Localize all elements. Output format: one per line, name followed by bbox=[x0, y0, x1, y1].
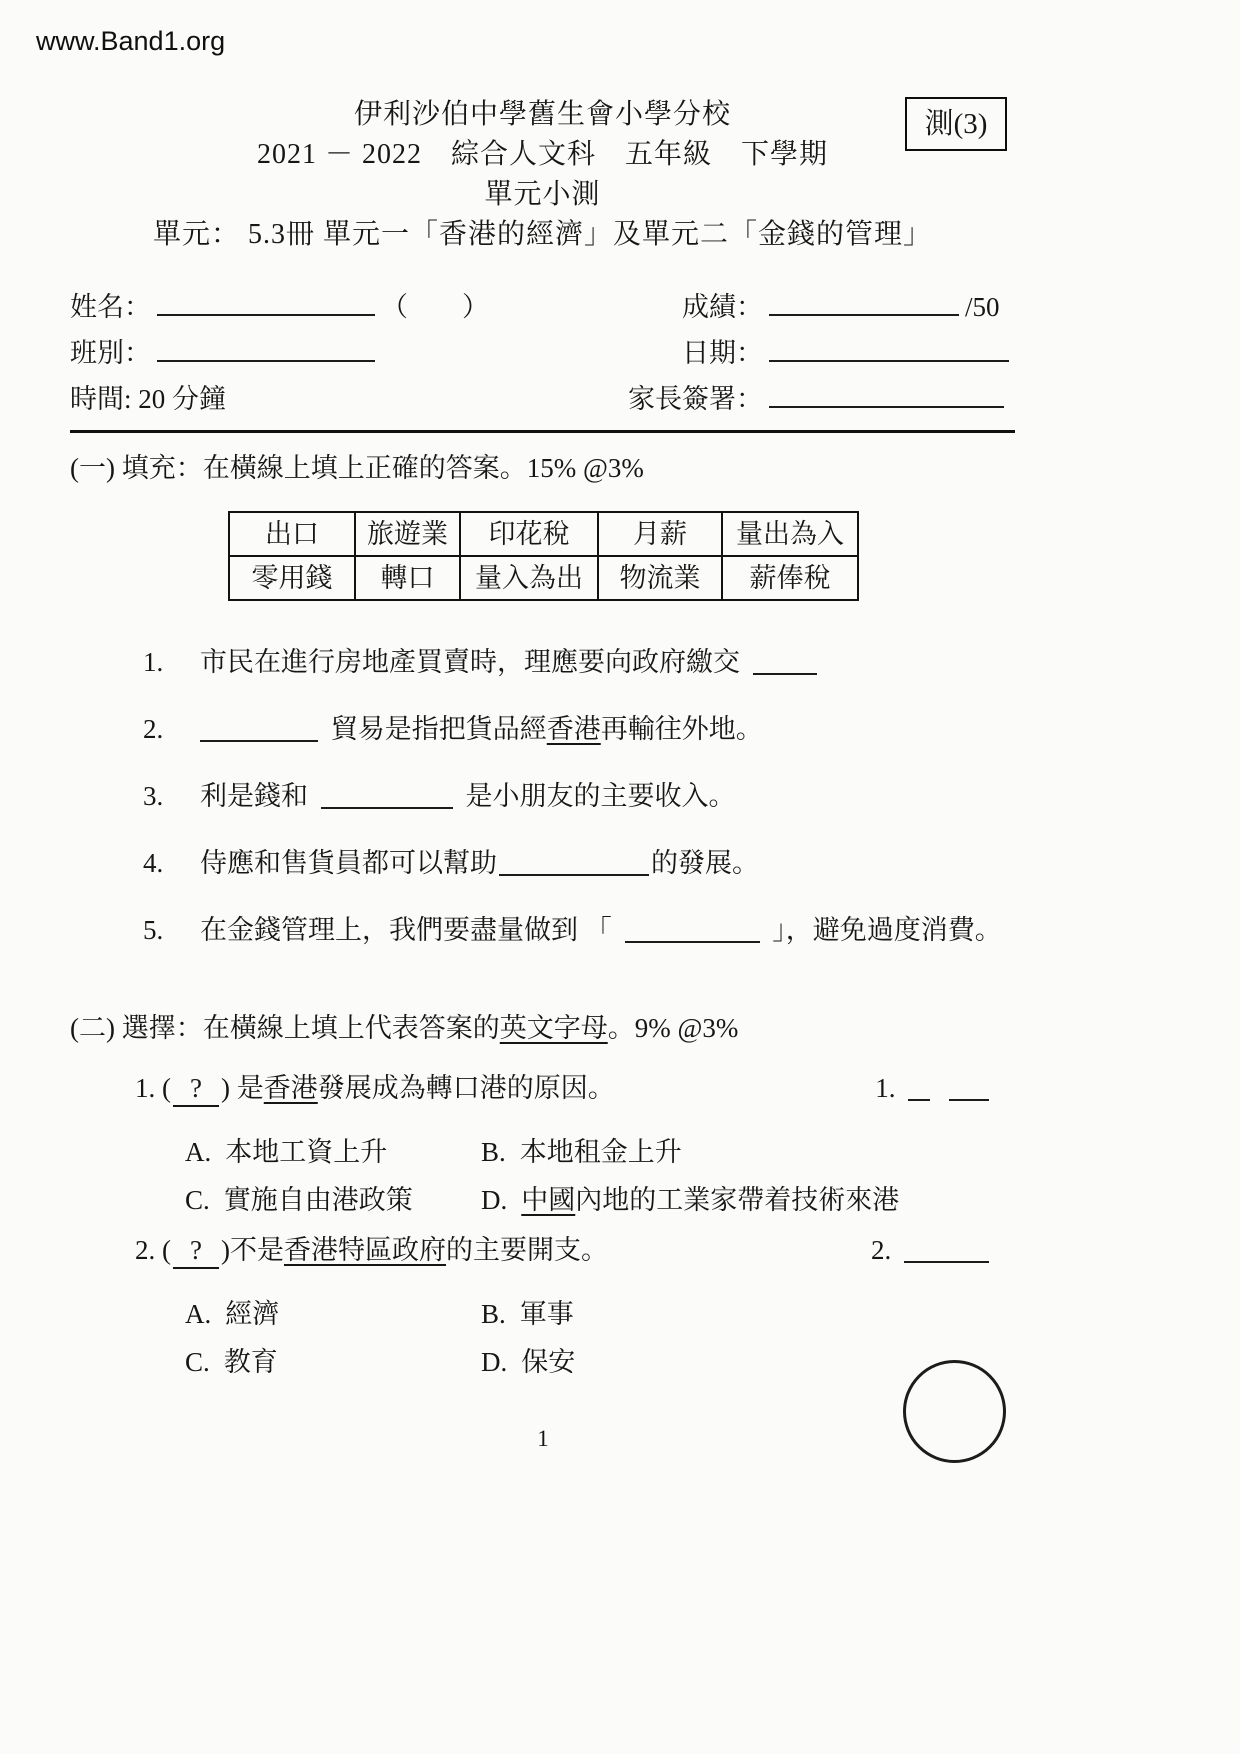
form-row-3 bbox=[70, 380, 1015, 426]
option-d bbox=[481, 1183, 1015, 1217]
student-info-form bbox=[70, 288, 1015, 426]
question-4 bbox=[143, 846, 1015, 880]
option-c bbox=[185, 1183, 481, 1217]
option-label: A. bbox=[185, 1137, 212, 1167]
question-text-part: 貿易是指把貨品經 bbox=[330, 714, 547, 744]
question-text bbox=[200, 846, 1015, 880]
section1-title: (一) 填充：在橫線上填上正確的答案。15% @3% bbox=[70, 453, 644, 483]
question-number: 1. bbox=[135, 1073, 156, 1103]
option-label: C. bbox=[185, 1347, 210, 1377]
question-1 bbox=[143, 645, 1015, 679]
mc-question-2 bbox=[70, 1233, 1015, 1269]
option-label: B. bbox=[481, 1137, 506, 1167]
word-bank-cell: 量出為入 bbox=[722, 512, 858, 556]
question-text bbox=[200, 913, 1015, 947]
section2-title-part: (二) 選擇：在橫線上填上代表答案的 bbox=[70, 1013, 500, 1043]
question-text-part: 再輸往外地。 bbox=[600, 714, 763, 744]
class-blank bbox=[157, 334, 375, 362]
unit-line: 單元： 5.3冊 單元一「香港的經濟」及單元二「金錢的管理」 bbox=[152, 219, 932, 250]
word-bank-table bbox=[228, 511, 859, 601]
question-2 bbox=[143, 712, 1015, 746]
word-bank-cell: 零用錢 bbox=[229, 556, 355, 600]
options-q2 bbox=[185, 1297, 1015, 1379]
website-watermark: www.Band1.org bbox=[36, 26, 226, 56]
underlined-term: 英文字母 bbox=[499, 1013, 608, 1043]
question-number: 2. bbox=[143, 714, 164, 744]
option-a bbox=[185, 1297, 481, 1331]
section2-title bbox=[70, 1011, 1015, 1045]
paren-open: ( bbox=[162, 1235, 171, 1265]
word-bank-cell: 物流業 bbox=[598, 556, 722, 600]
question-text bbox=[200, 712, 1015, 746]
option-text-part: 內地的工業家帶着技術來港 bbox=[575, 1185, 900, 1215]
question-text-part: 利是錢和 bbox=[200, 781, 308, 811]
score-total: /50 bbox=[965, 292, 1000, 322]
answer-number: 2. bbox=[871, 1235, 892, 1265]
option-b bbox=[481, 1297, 1015, 1331]
name-label: 姓名： bbox=[70, 292, 151, 322]
question-text-part: 侍應和售貨員都可以幫助 bbox=[200, 848, 497, 878]
mc-question-1 bbox=[70, 1071, 1015, 1107]
underlined-term: 中國 bbox=[521, 1185, 576, 1215]
test-number-label: 測(3) bbox=[924, 108, 988, 140]
question-text-part: 在金錢管理上，我們要盡量做到 「 bbox=[200, 915, 612, 945]
option-text: 本地工資上升 bbox=[225, 1137, 388, 1167]
stamp-circle bbox=[903, 1360, 1006, 1463]
answer-area-2 bbox=[871, 1233, 995, 1267]
word-bank-cell: 月薪 bbox=[598, 512, 722, 556]
word-bank-row bbox=[229, 556, 858, 600]
parent-signature-label: 家長簽署： bbox=[628, 384, 763, 414]
option-text: 經濟 bbox=[225, 1299, 280, 1329]
word-bank-cell: 薪俸稅 bbox=[722, 556, 858, 600]
question-5 bbox=[143, 913, 1015, 947]
answer-blank bbox=[753, 647, 817, 675]
option-label: A. bbox=[185, 1299, 212, 1329]
page-content bbox=[70, 0, 1015, 1379]
class-label: 班別： bbox=[70, 338, 151, 368]
answer-area-1 bbox=[875, 1071, 995, 1105]
option-label: C. bbox=[185, 1185, 210, 1215]
option-text: 保安 bbox=[521, 1347, 576, 1377]
option-text: 軍事 bbox=[519, 1299, 574, 1329]
name-blank bbox=[157, 288, 375, 316]
page-number: 1 bbox=[537, 1426, 549, 1451]
paren-open: ( bbox=[162, 1073, 171, 1103]
option-label: D. bbox=[481, 1185, 508, 1215]
question-text-part: 的發展。 bbox=[651, 848, 759, 878]
question-text-part: 」，避免過度消費。 bbox=[772, 915, 1002, 945]
date-blank bbox=[769, 334, 1009, 362]
word-bank-cell: 量入為出 bbox=[460, 556, 598, 600]
paren-close: ) bbox=[221, 1073, 230, 1103]
question-number: 3. bbox=[143, 781, 164, 811]
score-label: 成績： bbox=[682, 292, 763, 322]
option-b bbox=[481, 1135, 1015, 1169]
option-c bbox=[185, 1345, 481, 1379]
question-text-part: 是 bbox=[230, 1073, 264, 1103]
question-number: 2. bbox=[135, 1235, 156, 1265]
option-text: 本地租金上升 bbox=[519, 1137, 682, 1167]
answer-number: 1. bbox=[875, 1073, 896, 1103]
underlined-term: 香港特區政府 bbox=[284, 1235, 446, 1265]
question-text-part: 是小朋友的主要收入。 bbox=[465, 781, 736, 811]
underlined-term: 香港 bbox=[263, 1073, 318, 1103]
answer-blank bbox=[499, 848, 649, 876]
class-number-paren: （ ） bbox=[381, 292, 489, 322]
word-bank-row bbox=[229, 512, 858, 556]
question-text-part: 的主要開支。 bbox=[446, 1235, 608, 1265]
question-text-part: 發展成為轉口港的原因。 bbox=[317, 1073, 615, 1103]
divider-line bbox=[70, 430, 1015, 433]
option-text bbox=[521, 1183, 899, 1217]
time-label: 時間: 20 分鐘 bbox=[70, 384, 227, 414]
option-text: 教育 bbox=[223, 1347, 278, 1377]
quiz-type: 單元小測 bbox=[484, 179, 601, 210]
answer-blank bbox=[321, 781, 453, 809]
underlined-term: 香港 bbox=[546, 714, 601, 744]
word-bank-cell: 出口 bbox=[229, 512, 355, 556]
question-number: 4. bbox=[143, 848, 164, 878]
question-text bbox=[200, 779, 1015, 813]
options-q1 bbox=[185, 1135, 1015, 1217]
option-text: 實施自由港政策 bbox=[223, 1185, 413, 1215]
school-name: 伊利沙伯中學舊生會小學分校 bbox=[353, 99, 731, 130]
fill-in-questions bbox=[143, 645, 1015, 947]
paper-header bbox=[70, 98, 1015, 258]
answer-blank bbox=[904, 1235, 989, 1263]
option-a bbox=[185, 1135, 481, 1169]
question-text-part: 不是 bbox=[230, 1235, 284, 1265]
date-label: 日期： bbox=[682, 338, 763, 368]
answer-blank bbox=[625, 915, 760, 943]
answer-choice-blank: ? bbox=[173, 1071, 219, 1107]
question-text bbox=[200, 645, 1015, 679]
answer-blank bbox=[949, 1073, 989, 1101]
answer-blank bbox=[200, 714, 318, 742]
term-line: 2021 － 2022 綜合人文科 五年級 下學期 bbox=[256, 139, 828, 170]
score-blank bbox=[769, 288, 959, 316]
option-label: B. bbox=[481, 1299, 506, 1329]
question-text-part: 市民在進行房地產買賣時，理應要向政府繳交 bbox=[200, 647, 740, 677]
word-bank-cell: 轉口 bbox=[355, 556, 460, 600]
word-bank-cell: 印花稅 bbox=[460, 512, 598, 556]
parent-signature-blank bbox=[769, 380, 1004, 408]
form-row-1 bbox=[70, 288, 1015, 334]
paren-close: ) bbox=[221, 1235, 230, 1265]
answer-blank bbox=[908, 1073, 930, 1101]
option-label: D. bbox=[481, 1347, 508, 1377]
mc-question-text bbox=[135, 1071, 615, 1107]
section2-title-part: 。9% @3% bbox=[607, 1013, 739, 1043]
question-3 bbox=[143, 779, 1015, 813]
question-number: 5. bbox=[143, 915, 164, 945]
answer-choice-blank: ? bbox=[173, 1233, 219, 1269]
form-row-2 bbox=[70, 334, 1015, 380]
question-number: 1. bbox=[143, 647, 164, 677]
mc-question-text bbox=[135, 1233, 608, 1269]
word-bank-cell: 旅遊業 bbox=[355, 512, 460, 556]
